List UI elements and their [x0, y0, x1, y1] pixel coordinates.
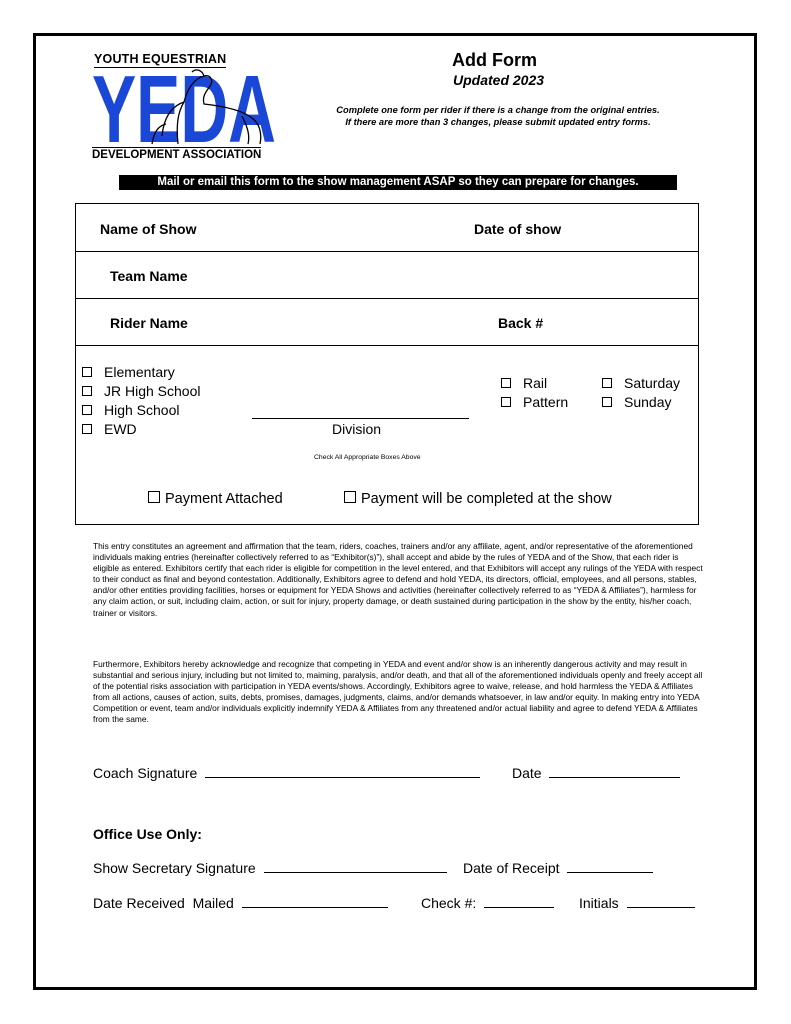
divider: [76, 345, 698, 346]
coach-date-label: Date: [512, 765, 542, 781]
coach-date-row: [512, 765, 680, 781]
secretary-signature-field[interactable]: [264, 860, 447, 873]
instructions: [300, 104, 696, 128]
payment-at-show-option[interactable]: Payment will be completed at the show: [344, 490, 612, 509]
checkbox-icon[interactable]: [82, 386, 92, 396]
division-label: Division: [332, 421, 382, 437]
rider-name-label: Rider Name: [110, 315, 188, 331]
day-saturday-option[interactable]: Saturday: [602, 374, 680, 393]
checkbox-icon[interactable]: [602, 378, 612, 388]
division-line[interactable]: [252, 418, 469, 419]
checkbox-icon[interactable]: [82, 424, 92, 434]
check-boxes-note: Check All Appropriate Boxes Above: [314, 454, 421, 461]
level-jr-high-option[interactable]: JR High School: [82, 382, 201, 401]
agreement-paragraph-1: This entry constitutes an agreement and affirmation that the team, riders, coaches, trainers and/or any affiliate, agent, and/or representative of the aforementioned individuals making entries (hereinafter collectively referred to as “Exhibitor(s)”), shall accept and abide by the rules of YEDA and of the Show, that each rider is eligible as entered. Exhibitors certify that each rider is eligible for competition in the level entered, and that Exhibitors will accept any rulings of the YEDA with respect to their conduct as final and beyond contestation. Additionally, Exhibitors agree to defend and hold YEDA, its directors, official, employees, and all persons, stables, and/or other entities providing facilities, horses or equipment for YEDA Shows and activities (hereinafter collectively referred to as “YEDA & Affiliates”), harmless for any claim action, or suit, including claim, action, or suit for injury, property damage, or death sustained during participation in the show by the entity, his/her coach, trainer or visitors.: [93, 541, 703, 618]
checkbox-icon[interactable]: [344, 491, 356, 503]
instruction-line-2: If there are more than 3 changes, please submit updated entry forms.: [345, 117, 651, 127]
office-use-heading: Office Use Only:: [93, 826, 202, 842]
checkbox-icon[interactable]: [148, 491, 160, 503]
coach-signature-label: Coach Signature: [93, 765, 198, 781]
date-of-receipt-label: Date of Receipt: [463, 860, 560, 876]
checkbox-icon[interactable]: [82, 405, 92, 415]
level-elementary-option[interactable]: Elementary: [82, 363, 175, 382]
team-name-label: Team Name: [110, 268, 188, 284]
date-of-receipt-field[interactable]: [567, 860, 653, 873]
checkbox-icon[interactable]: [501, 378, 511, 388]
check-number-field[interactable]: [484, 895, 554, 908]
divider: [76, 298, 698, 299]
secretary-signature-label: Show Secretary Signature: [93, 860, 256, 876]
logo-top-text: YOUTH EQUESTRIAN: [94, 52, 227, 66]
agreement-paragraph-2: Furthermore, Exhibitors hereby acknowledge and recognize that competing in YEDA and event and/or show is an inherently dangerous activity and may result in substantial and serious injury, including but not limited to, maiming, paralysis, and/or death, and that all of the aforementioned individuals openly and freely accept all of the potential risks association with participation in YEDA events/shows. Accordingly, Exhibitors agree to waive, release, and hold harmless the YEDA & Affiliates from all actions, causes of action, suits, debts, promises, damages, judgments, claims, and/or demands whatsoever, in law and/or equity. In making entry into YEDA Competition or event, team and/or individuals explicitly indemnify YEDA & Affiliates from any threatened and/or actual liability and agree to defend YEDA & Affiliates from the same.: [93, 659, 703, 725]
form-title: Add Form: [452, 50, 537, 70]
yeda-logo: [92, 52, 282, 164]
level-ewd-option[interactable]: EWD: [82, 420, 137, 439]
mail-banner: Mail or email this form to the show management ASAP so they can prepare for changes.: [119, 175, 677, 190]
initials-field[interactable]: [627, 895, 695, 908]
check-number-row: [421, 895, 554, 911]
class-pattern-option[interactable]: Pattern: [501, 393, 568, 412]
coach-signature-row: [93, 765, 480, 781]
initials-row: [579, 895, 695, 911]
name-of-show-label: Name of Show: [100, 221, 197, 237]
date-received-label: Date Received Mailed: [93, 895, 234, 911]
entry-form-box: [75, 203, 699, 525]
checkbox-icon[interactable]: [501, 397, 511, 407]
date-received-field[interactable]: [242, 895, 388, 908]
back-number-label: Back #: [498, 315, 544, 331]
date-received-row: [93, 895, 388, 911]
logo-bottom-text: DEVELOPMENT ASSOCIATION: [92, 149, 262, 161]
day-sunday-option[interactable]: Sunday: [602, 393, 671, 412]
form-subtitle: Updated 2023: [453, 72, 545, 88]
level-high-school-option[interactable]: High School: [82, 401, 180, 420]
logo-mark: [92, 66, 276, 146]
coach-date-field[interactable]: [549, 765, 680, 778]
divider: [76, 251, 698, 252]
date-of-show-label: Date of show: [474, 221, 562, 237]
class-rail-option[interactable]: Rail: [501, 374, 547, 393]
check-number-label: Check #:: [421, 895, 477, 911]
coach-signature-field[interactable]: [205, 765, 480, 778]
instruction-line-1: Complete one form per rider if there is a change from the original entries.: [336, 105, 660, 115]
payment-attached-option[interactable]: Payment Attached: [148, 490, 283, 509]
initials-label: Initials: [579, 895, 619, 911]
secretary-signature-row: [93, 860, 447, 876]
checkbox-icon[interactable]: [82, 367, 92, 377]
date-of-receipt-row: [463, 860, 653, 876]
checkbox-icon[interactable]: [602, 397, 612, 407]
logo-main-text: YEDA: [92, 66, 276, 146]
